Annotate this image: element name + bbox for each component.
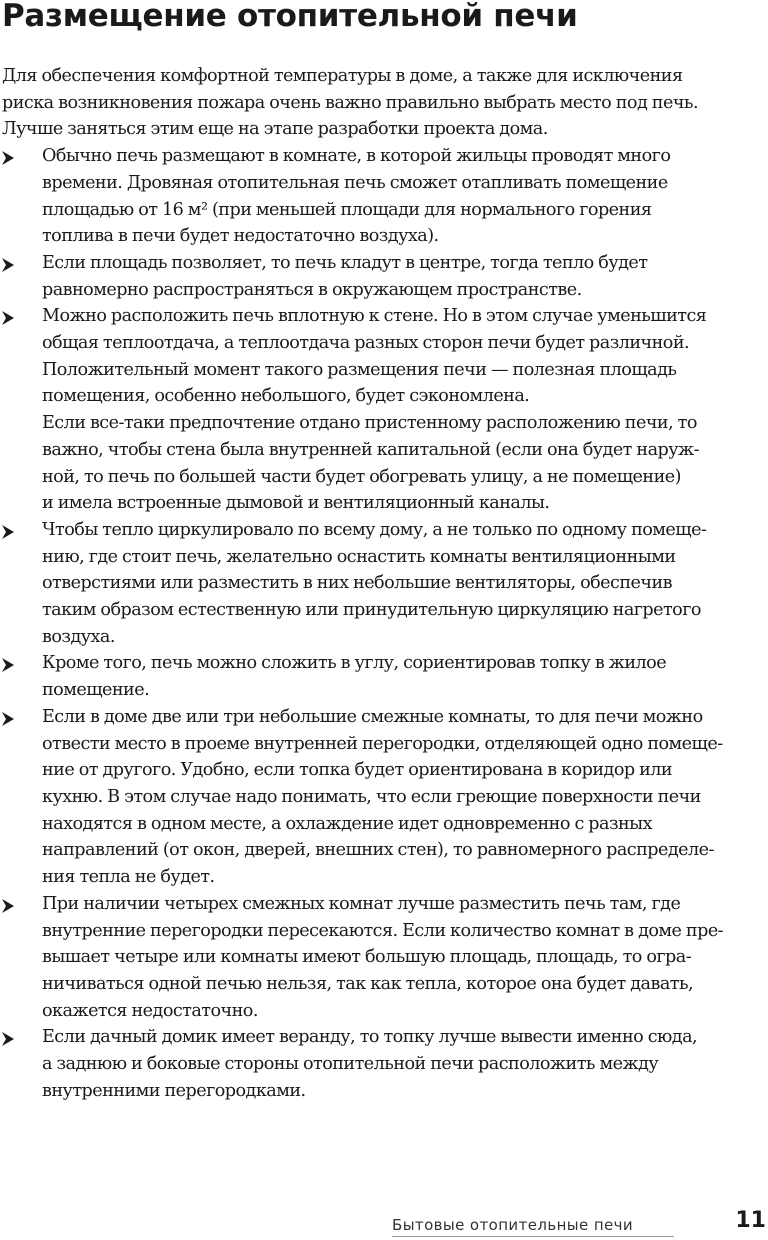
bullet-line: Чтобы тепло циркулировало по всему дому, а не только по одному помеще- <box>42 519 707 540</box>
bullet-item <box>2 650 764 703</box>
bullet-item <box>2 704 764 891</box>
bullet-line: воздуха. <box>42 626 115 647</box>
bullet-item <box>2 143 764 250</box>
bullet-item <box>2 250 764 303</box>
bullet-line: общая теплоотдача, а теплоотдача разных сторон печи будет различной. <box>42 333 690 354</box>
arrowhead-bullet-icon <box>2 311 14 325</box>
bullet-line: помещения, особенно небольшого, будет сэкономлена. <box>42 386 530 407</box>
bullet-line: и имела встроенные дымовой и вентиляционный каналы. <box>42 493 550 514</box>
arrowhead-bullet-icon <box>2 658 14 672</box>
bullet-line: ной, то печь по большей части будет обогревать улицу, а не помещение) <box>42 466 681 487</box>
bullet-item <box>2 517 764 651</box>
bullet-line: ния тепла не будет. <box>42 867 215 888</box>
intro-line: Для обеспечения комфортной температуры в доме, а также для исключения <box>2 66 683 86</box>
arrowhead-bullet-icon <box>2 525 14 539</box>
bullet-list <box>2 143 764 1104</box>
bullet-line: равномерно распространяться в окружающем пространстве. <box>42 279 582 300</box>
bullet-line: ничиваться одной печью нельзя, так как тепла, которое она будет давать, <box>42 973 694 994</box>
page-title: Размещение отопительной печи <box>2 0 578 34</box>
bullet-line: находятся в одном месте, а охлаждение идет одновременно с разных <box>42 813 652 834</box>
bullet-line: а заднюю и боковые стороны отопительной печи расположить между <box>42 1054 659 1075</box>
bullet-line: площадью от 16 м² (при меньшей площади для нормального горения <box>42 199 652 220</box>
arrowhead-bullet-icon <box>2 1032 14 1046</box>
bullet-line: времени. Дровяная отопительная печь сможет отапливать помещение <box>42 172 668 193</box>
footer-rule <box>392 1236 674 1237</box>
footer-section-title: Бытовые отопительные печи <box>392 1216 634 1234</box>
bullet-line: важно, чтобы стена была внутренней капитальной (если она будет наруж- <box>42 439 700 460</box>
article-body <box>2 63 764 1104</box>
bullet-line: ние от другого. Удобно, если топка будет ориентирована в коридор или <box>42 760 673 781</box>
bullet-line: внутренние перегородки пересекаются. Если количество комнат в доме пре- <box>42 920 724 941</box>
bullet-line: помещение. <box>42 680 150 701</box>
bullet-item <box>2 891 764 1025</box>
arrowhead-bullet-icon <box>2 151 14 165</box>
bullet-line: При наличии четырех смежных комнат лучше разместить печь там, где <box>42 893 681 914</box>
arrowhead-bullet-icon <box>2 258 14 272</box>
bullet-line: таким образом естественную или принудительную циркуляцию нагретого <box>42 600 701 621</box>
bullet-line: внутренними перегородками. <box>42 1080 306 1101</box>
bullet-line: Кроме того, печь можно сложить в углу, сориентировав топку в жилое <box>42 653 667 674</box>
bullet-line: топлива в печи будет недостаточно воздуха). <box>42 226 439 247</box>
bullet-line: Положительный момент такого размещения печи — полезная площадь <box>42 359 677 380</box>
intro-paragraph <box>2 63 764 143</box>
arrowhead-bullet-icon <box>2 899 14 913</box>
bullet-line: кухню. В этом случае надо понимать, что если греющие поверхности печи <box>42 786 701 807</box>
page-number: 11 <box>735 1208 766 1233</box>
intro-line: риска возникновения пожара очень важно правильно выбрать место под печь. <box>2 92 698 113</box>
bullet-line: отверстиями или разместить в них небольшие вентиляторы, обеспечив <box>42 573 672 594</box>
bullet-item <box>2 303 764 517</box>
bullet-line: Можно расположить печь вплотную к стене. Но в этом случае уменьшится <box>42 306 707 327</box>
bullet-line: Если площадь позволяет, то печь кладут в центре, тогда тепло будет <box>42 252 648 273</box>
intro-line: Лучше заняться этим еще на этапе разработки проекта дома. <box>2 119 548 140</box>
bullet-line: Если дачный домик имеет веранду, то топку лучше вывести именно сюда, <box>42 1027 698 1048</box>
bullet-line: Если в доме две или три небольшие смежные комнаты, то для печи можно <box>42 706 703 727</box>
bullet-line: нию, где стоит печь, желательно оснастить комнаты вентиляционными <box>42 546 676 567</box>
bullet-line: Если все-таки предпочтение отдано пристенному расположению печи, то <box>42 413 697 434</box>
bullet-line: Обычно печь размещают в комнате, в которой жильцы проводят много <box>42 146 671 167</box>
bullet-line: окажется недостаточно. <box>42 1000 258 1021</box>
bullet-line: вышает четыре или комнаты имеют большую площадь, площадь, то огра- <box>42 947 692 968</box>
bullet-item <box>2 1024 764 1104</box>
bullet-line: направлений (от окон, дверей, внешних стен), то равномерного распределе- <box>42 840 714 861</box>
bullet-line: отвести место в проеме внутренней перегородки, отделяющей одно помеще- <box>42 733 723 754</box>
arrowhead-bullet-icon <box>2 712 14 726</box>
